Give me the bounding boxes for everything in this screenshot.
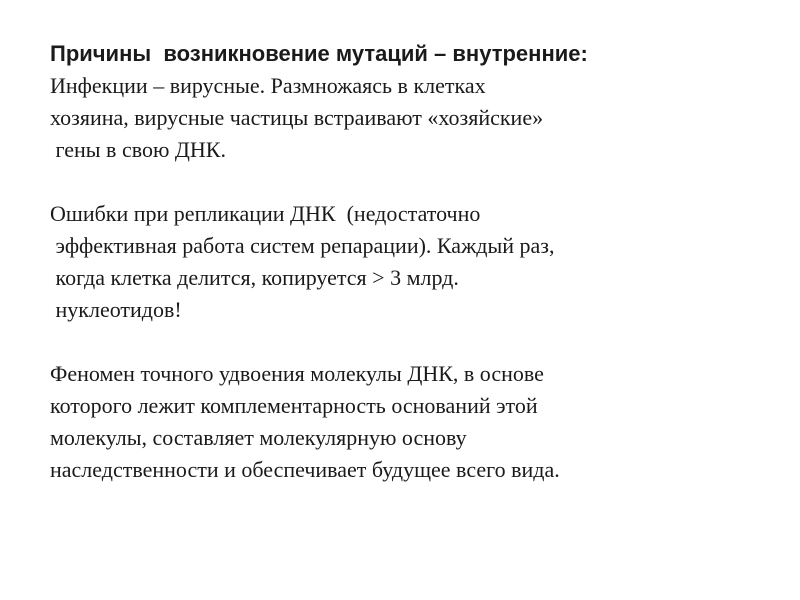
paragraph-replication-errors [50, 198, 750, 326]
slide-text-block [50, 38, 750, 486]
text-line: нуклеотидов! [50, 297, 182, 322]
paragraph-spacer [50, 326, 750, 358]
text-line: Ошибки при репликации ДНК (недостаточно [50, 201, 481, 226]
text-line: молекулы, составляет молекулярную основу [50, 425, 467, 450]
text-line: Инфекции – вирусные. Размножаясь в клетках [50, 73, 486, 98]
paragraph-spacer [50, 166, 750, 198]
text-line: когда клетка делится, копируется > 3 млрд. [50, 265, 459, 290]
text-line: Феномен точного удвоения молекулы ДНК, в основе [50, 361, 544, 386]
slide-title: Причины возникновение мутаций – внутренние: [50, 41, 588, 66]
text-line: которого лежит комплементарность оснований этой [50, 393, 538, 418]
paragraph-infections [50, 70, 750, 166]
paragraph-dna-doubling [50, 358, 750, 486]
text-line: гены в свою ДНК. [50, 137, 226, 162]
text-line: эффективная работа систем репарации). Каждый раз, [50, 233, 555, 258]
text-line: хозяина, вирусные частицы встраивают «хозяйские» [50, 105, 544, 130]
text-line: наследственности и обеспечивает будущее всего вида. [50, 457, 560, 482]
